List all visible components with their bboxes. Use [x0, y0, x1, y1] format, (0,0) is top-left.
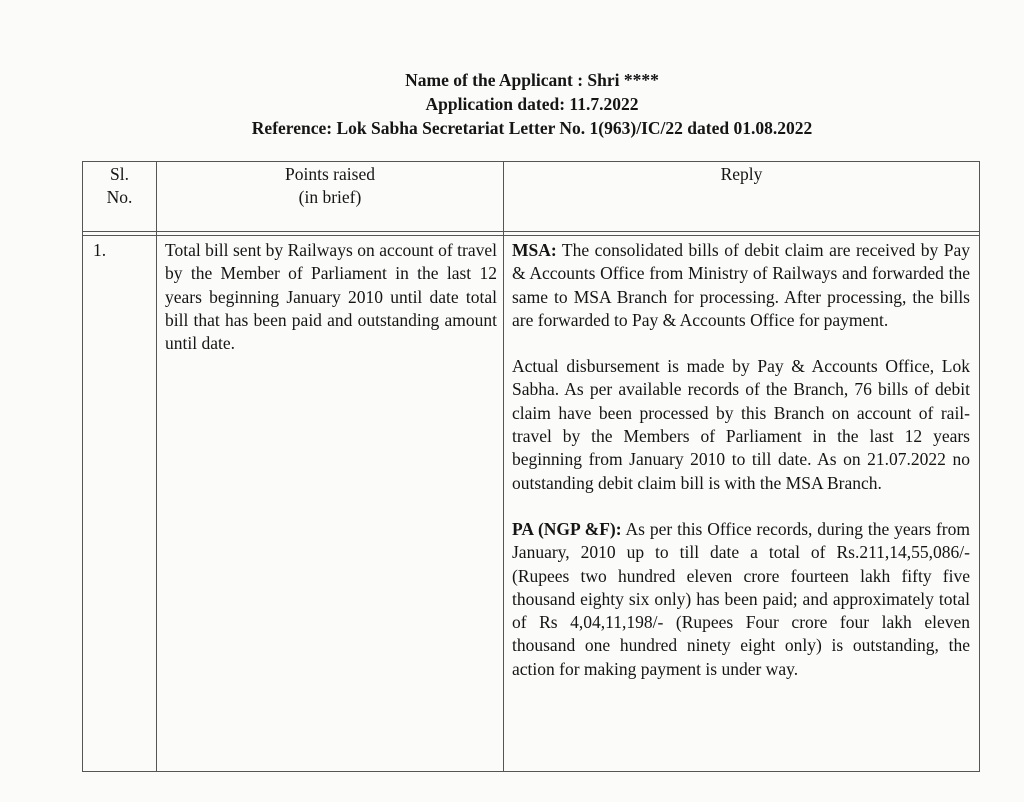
pa-paragraph: [512, 518, 970, 681]
applicant-name: Name of the Applicant : Shri ****: [405, 70, 659, 90]
points-raised-header: [157, 162, 504, 232]
msa-label: MSA:: [512, 240, 557, 260]
disbursement-paragraph: Actual disbursement is made by Pay & Accounts Office, Lok Sabha. As per available records of the Branch, 76 bills of debit claim have been processed by this Branch on account of rail-travel by the Members of Parliament in the last 12 years beginning from January 2010 to till date. As on 21.07.2022 no outstanding debit claim bill is with the MSA Branch.: [512, 356, 970, 493]
sl-header-line2: No.: [106, 187, 133, 208]
points-header-line2: (in brief): [298, 187, 362, 208]
msa-text: The consolidated bills of debit claim are received by Pay & Accounts Office from Ministry of Railways and forwarded the same to MSA Branch for processing. After processing, the bills are forwarded to Pay & Accounts Office for payment.: [512, 240, 970, 330]
reply-header-label: Reply: [720, 164, 763, 184]
points-header-line1: Points raised: [285, 164, 375, 184]
pa-label: PA (NGP &F):: [512, 518, 622, 539]
document-header: [0, 68, 1024, 140]
points-cell: Total bill sent by Railways on account of travel by the Member of Parliament in the last 12 years beginning January 2010 until date total bill that has been paid and outstanding amount until date.: [157, 236, 504, 772]
table-header-row: [83, 162, 980, 232]
sl-cell: 1.: [83, 236, 157, 772]
sl-header-line1: Sl.: [110, 164, 129, 184]
msa-paragraph: [512, 239, 970, 332]
reply-header: [504, 162, 980, 232]
sl-no-header: [83, 162, 157, 232]
application-date: Application dated: 11.7.2022: [425, 94, 639, 114]
table-row: [83, 236, 980, 772]
reference-line: Reference: Lok Sabha Secretariat Letter No. 1(963)/IC/22 dated 01.08.2022: [251, 118, 813, 138]
pa-text: As per this Office records, during the years from January, 2010 up to till date a total of Rs.211,14,55,086/- (Rupees two hundred eleven crore fourteen lakh fifty five thousand eighty six only) has been paid; and approximately total of Rs 4,04,11,198/- (Rupees Four crore four lakh eleven thousand one hundred ninety eight only) is outstanding, the action for making payment is under way.: [512, 518, 970, 679]
reply-table: [82, 161, 980, 772]
reply-cell: [504, 236, 980, 772]
